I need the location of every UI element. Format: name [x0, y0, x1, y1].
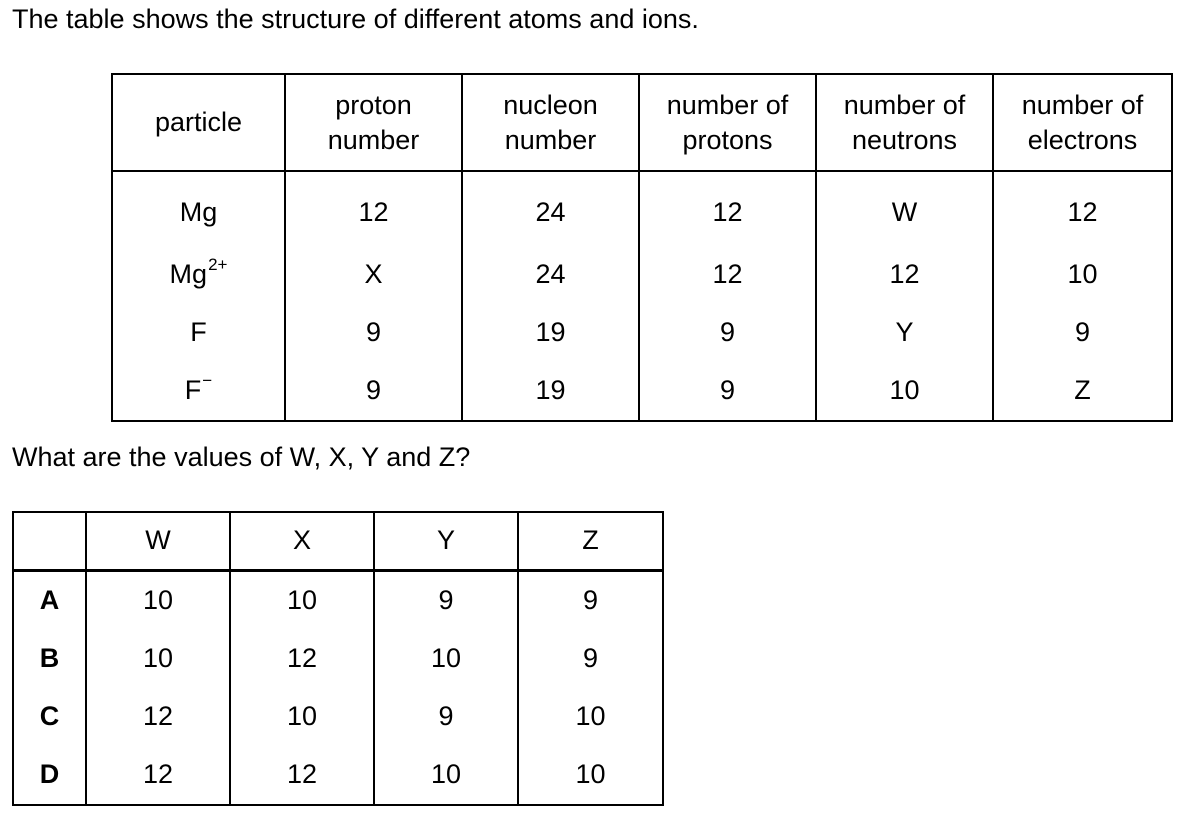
- y-cell: 9: [374, 688, 518, 746]
- structure-row-mg-ion: [112, 246, 1172, 304]
- answer-header-row: [13, 512, 663, 571]
- z-cell: 9: [518, 571, 663, 631]
- option-letter: A: [39, 585, 60, 616]
- option-letter: C: [39, 701, 60, 732]
- answer-table: [12, 511, 664, 806]
- neutrons-cell: 10: [816, 362, 993, 421]
- x-cell: 10: [230, 571, 374, 631]
- charge-superscript: −: [202, 371, 213, 391]
- protons-cell: 12: [639, 171, 816, 246]
- w-cell: 10: [86, 571, 230, 631]
- structure-row-f-ion: [112, 362, 1172, 421]
- particle-cell: $Mg^{2+}$: [169, 255, 228, 290]
- charge-superscript: 2+: [208, 255, 228, 275]
- header-option: [13, 512, 86, 571]
- structure-row-f: [112, 304, 1172, 362]
- w-cell: 12: [86, 746, 230, 805]
- header-nucleon-number: nucleon number: [462, 74, 639, 171]
- neutrons-cell: 12: [816, 246, 993, 304]
- structure-row-mg: [112, 171, 1172, 246]
- proton-number-cell: 9: [285, 362, 462, 421]
- particle-cell: Mg: [179, 197, 218, 228]
- electrons-cell: 12: [993, 171, 1172, 246]
- neutrons-cell: W: [816, 171, 993, 246]
- header-number-of-neutrons: number of neutrons: [816, 74, 993, 171]
- nucleon-number-cell: 24: [462, 171, 639, 246]
- proton-number-cell: 9: [285, 304, 462, 362]
- y-cell: 10: [374, 746, 518, 805]
- option-letter: B: [39, 643, 60, 674]
- structure-table: [111, 73, 1173, 422]
- nucleon-number-cell: 24: [462, 246, 639, 304]
- w-cell: 12: [86, 688, 230, 746]
- header-x: X: [230, 512, 374, 571]
- x-cell: 12: [230, 630, 374, 688]
- neutrons-cell: Y: [816, 304, 993, 362]
- intro-text: The table shows the structure of different atoms and ions.: [12, 4, 699, 34]
- x-cell: 12: [230, 746, 374, 805]
- nucleon-number-cell: 19: [462, 304, 639, 362]
- header-z: Z: [518, 512, 663, 571]
- y-cell: 9: [374, 571, 518, 631]
- structure-header-row: [112, 74, 1172, 171]
- protons-cell: 12: [639, 246, 816, 304]
- option-letter: D: [39, 759, 60, 790]
- protons-cell: 9: [639, 304, 816, 362]
- particle-cell: F−: [184, 371, 213, 406]
- header-number-of-protons: number of protons: [639, 74, 816, 171]
- x-cell: 10: [230, 688, 374, 746]
- particle-cell: F: [190, 317, 207, 348]
- header-y: Y: [374, 512, 518, 571]
- header-number-of-electrons: number of electrons: [993, 74, 1172, 171]
- electrons-cell: 10: [993, 246, 1172, 304]
- z-cell: 9: [518, 630, 663, 688]
- y-cell: 10: [374, 630, 518, 688]
- electrons-cell: 9: [993, 304, 1172, 362]
- header-proton-number: proton number: [285, 74, 462, 171]
- header-w: W: [86, 512, 230, 571]
- protons-cell: 9: [639, 362, 816, 421]
- electrons-cell: Z: [993, 362, 1172, 421]
- proton-number-cell: X: [285, 246, 462, 304]
- z-cell: 10: [518, 688, 663, 746]
- answer-row-c[interactable]: [13, 688, 663, 746]
- z-cell: 10: [518, 746, 663, 805]
- answer-row-d[interactable]: [13, 746, 663, 805]
- header-particle: particle: [112, 74, 285, 171]
- answer-row-b[interactable]: [13, 630, 663, 688]
- w-cell: 10: [86, 630, 230, 688]
- question-text: What are the values of W, X, Y and Z?: [12, 442, 471, 472]
- nucleon-number-cell: 19: [462, 362, 639, 421]
- answer-row-a[interactable]: [13, 571, 663, 631]
- proton-number-cell: 12: [285, 171, 462, 246]
